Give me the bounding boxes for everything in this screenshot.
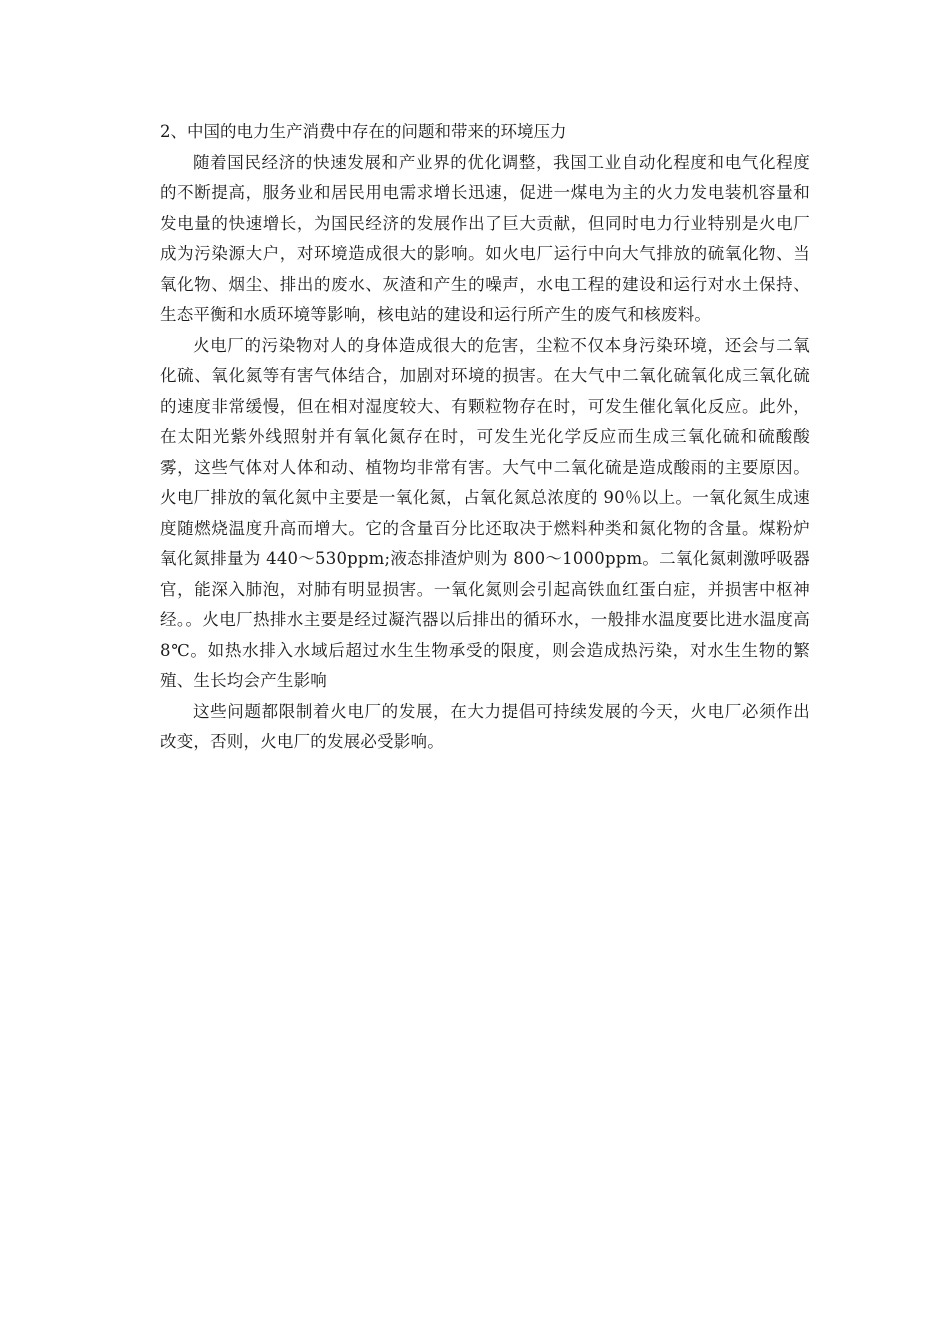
document-body — [160, 117, 810, 758]
paragraph-power-growth: 随着国民经济的快速发展和产业界的优化调整，我国工业自动化程度和电气化程度的不断提高，服务业和居民用电需求增长迅速，促进一煤电为主的火力发电装机容量和发电量的快速增长，为国民经济的发展作出了巨大贡献，但同时电力行业特别是火电厂成为污染源大户，对环境造成很大的影响。如火电厂运行中向大气排放的硫氧化物、当氧化物、烟尘、排出的废水、灰渣和产生的噪声，水电工程的建设和运行对水土保持、生态平衡和水质环境等影响，核电站的建设和运行所产生的废气和核废料。 — [160, 152, 810, 324]
section-heading: 2、中国的电力生产消费中存在的问题和带来的环境压力 — [160, 122, 567, 141]
paragraph-conclusion: 这些问题都限制着火电厂的发展，在大力提倡可持续发展的今天，火电厂必须作出改变，否则，火电厂的发展必受影响。 — [160, 701, 810, 751]
paragraph-pollutant-harm: 火电厂的污染物对人的身体造成很大的危害，尘粒不仅本身污染环境，还会与二氧化硫、氧化氮等有害气体结合，加剧对环境的损害。在大气中二氧化硫氧化成三氧化硫的速度非常缓慢，但在相对湿度较大、有颗粒物存在时，可发生催化氧化反应。此外，在太阳光紫外线照射并有氧化氮存在时，可发生光化学反应而生成三氧化硫和硫酸酸雾，这些气体对人体和动、植物均非常有害。大气中二氧化硫是造成酸雨的主要原因。火电厂排放的氧化氮中主要是一氧化氮，占氧化氮总浓度的 90％以上。一氧化氮生成速度随燃烧温度升高而增大。它的含量百分比还取决于燃料种类和氮化物的含量。煤粉炉氧化氮排量为 440～530ppm;液态排渣炉则为 800～1000ppm。二氧化氮刺激呼吸器官，能深入肺泡，对肺有明显损害。一氧化氮则会引起高铁血红蛋白症，并损害中枢神经。。火电厂热排水主要是经过凝汽器以后排出的循环水，一般排水温度要比进水温度高 8℃。如热水排入水域后超过水生生物承受的限度，则会造成热污染，对水生生物的繁殖、生长均会产生影响 — [160, 335, 810, 690]
